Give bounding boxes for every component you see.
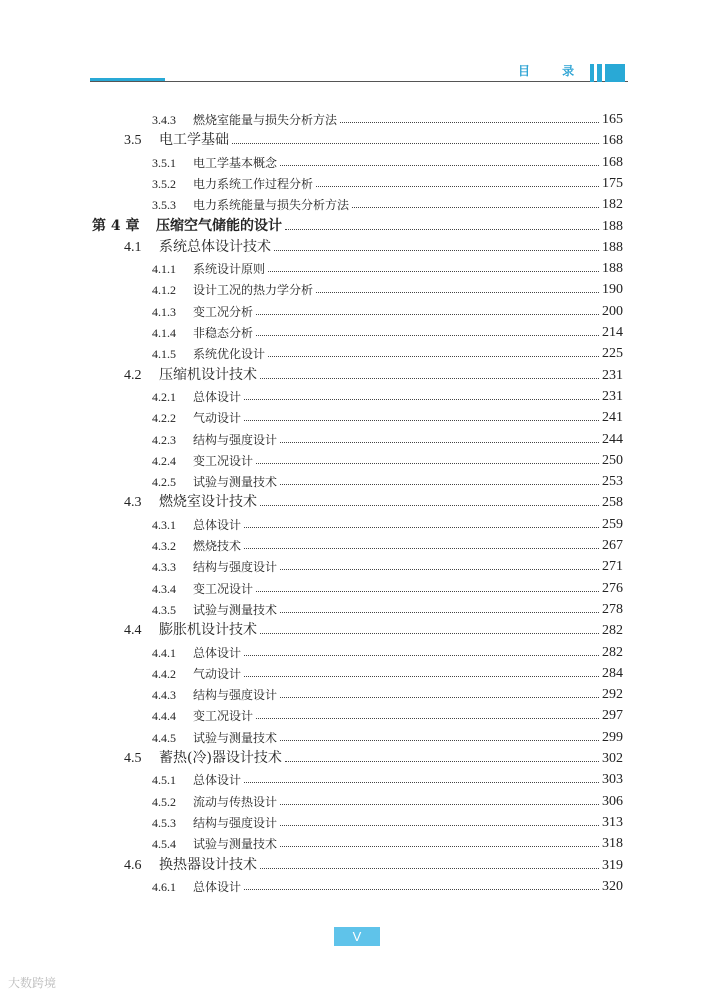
dot-leader <box>280 165 599 166</box>
toc-entry <box>152 172 623 192</box>
toc-entry <box>152 470 623 490</box>
watermark: 大数跨境 <box>8 976 57 990</box>
toc-entry-number: 4.3.1 <box>152 517 176 532</box>
toc-entry-title: 蓄热(冷)器设计技术 <box>159 750 282 766</box>
toc-entry-number: 4.4.4 <box>152 709 176 724</box>
toc-entry-number: 4.1.2 <box>152 283 176 298</box>
toc-entry <box>152 832 623 852</box>
dot-leader <box>256 591 599 592</box>
dot-leader <box>256 335 599 336</box>
toc-entry-page: 190 <box>602 282 623 298</box>
toc-entry <box>152 321 623 341</box>
toc-entry-page: 318 <box>602 836 623 852</box>
toc-entry-title: 试验与测量技术 <box>193 837 278 852</box>
toc-entry-number: 4.6.1 <box>152 879 176 894</box>
toc-entry-page: 284 <box>602 665 623 681</box>
toc-entry-number: 4.5.2 <box>152 794 176 809</box>
toc-entry-page: 282 <box>602 623 623 639</box>
dot-leader <box>268 271 599 272</box>
toc-entry-number: 3.4.3 <box>152 113 176 127</box>
toc-entry-number: 4.3.5 <box>152 602 176 617</box>
dot-leader <box>260 868 599 869</box>
toc-entry <box>92 215 623 235</box>
toc-entry-title: 燃烧室设计技术 <box>159 494 257 511</box>
toc-entry-number: 4.2 <box>124 367 142 383</box>
toc-entry <box>152 790 623 810</box>
dot-leader <box>280 697 599 698</box>
toc-entry-title: 气动设计 <box>193 666 242 681</box>
dot-leader <box>280 804 599 805</box>
toc-entry-title: 总体设计 <box>193 645 242 660</box>
toc-entry-number: 第 4 章 <box>92 217 140 234</box>
toc-entry-page: 214 <box>602 325 623 340</box>
toc-entry-number: 4.4 <box>124 623 142 639</box>
toc-entry-number: 4.5.3 <box>152 815 176 830</box>
dot-leader <box>280 442 599 443</box>
dot-leader <box>232 143 599 144</box>
toc-entry-number: 4.5.1 <box>152 773 176 788</box>
toc-entry <box>152 193 623 213</box>
toc-entry-title: 换热器设计技术 <box>159 856 257 873</box>
toc-entry <box>152 406 623 426</box>
toc-entry-number: 3.5.2 <box>152 176 176 191</box>
dot-leader <box>280 846 599 847</box>
toc-entry-number: 4.2.2 <box>152 411 176 426</box>
toc-entry <box>152 342 623 362</box>
dot-leader <box>244 527 599 528</box>
toc-entry-title: 压缩空气储能的设计 <box>156 217 282 234</box>
toc-entry-number: 4.2.3 <box>152 432 176 447</box>
dot-leader <box>260 378 599 379</box>
running-header-title: 目 录 <box>518 64 589 78</box>
dot-leader <box>244 782 599 783</box>
toc-entry <box>124 364 623 384</box>
dot-leader <box>244 655 599 656</box>
toc-entry-title: 膨胀机设计技术 <box>159 622 257 639</box>
toc-entry-title: 系统优化设计 <box>193 347 266 362</box>
toc-entry-title: 电力系统能量与损失分析方法 <box>193 198 350 213</box>
toc-entry <box>152 811 623 831</box>
dot-leader <box>285 761 599 762</box>
toc-entry-number: 4.3 <box>124 495 142 511</box>
toc-entry-title: 电力系统工作过程分析 <box>193 176 314 191</box>
toc-entry-page: 320 <box>602 878 623 894</box>
toc-entry-page: 165 <box>602 112 623 127</box>
toc-entry-title: 电工学基础 <box>159 132 229 149</box>
dot-leader <box>244 420 599 421</box>
toc-entry-page: 188 <box>602 218 623 234</box>
toc-entry <box>152 555 623 575</box>
toc-entry-title: 燃烧室能量与损失分析方法 <box>193 113 338 127</box>
dot-leader <box>260 505 599 506</box>
toc-entry <box>124 747 623 767</box>
toc-entry-number: 4.1.1 <box>152 262 176 277</box>
toc-entry-title: 结构与强度设计 <box>193 560 278 575</box>
toc-entry-number: 3.5 <box>124 133 142 149</box>
toc-entry-title: 变工况分析 <box>193 304 254 319</box>
toc-entry-number: 4.6 <box>124 857 142 873</box>
dot-leader <box>244 676 599 677</box>
dot-leader <box>280 740 599 741</box>
toc-entry-page: 313 <box>602 814 623 830</box>
toc-entry-number: 3.5.1 <box>152 155 176 170</box>
toc-entry-number: 4.4.1 <box>152 645 176 660</box>
dot-leader <box>268 356 599 357</box>
toc-entry-page: 259 <box>602 516 623 532</box>
toc-entry-page: 231 <box>602 367 623 383</box>
dot-leader <box>316 292 599 293</box>
toc-entry-title: 总体设计 <box>193 517 242 532</box>
toc-entry-page: 200 <box>602 303 623 319</box>
toc-entry-number: 4.1.4 <box>152 326 176 340</box>
toc-entry <box>152 449 623 469</box>
dot-leader <box>280 484 599 485</box>
toc-entry-number: 4.1.3 <box>152 304 176 319</box>
toc-entry <box>152 108 623 128</box>
toc-entry-title: 压缩机设计技术 <box>159 366 257 383</box>
toc-entry-page: 297 <box>602 708 623 724</box>
page-number-badge: V <box>334 927 380 946</box>
toc-entry-title: 系统总体设计技术 <box>159 238 271 255</box>
dot-leader <box>340 122 599 123</box>
toc-entry-title: 试验与测量技术 <box>193 602 278 617</box>
toc-entry-page: 188 <box>602 261 623 277</box>
toc-entry <box>152 300 623 320</box>
toc-entry-number: 4.4.2 <box>152 666 176 681</box>
toc-entry-number: 4.3.3 <box>152 560 176 575</box>
toc-entry-number: 4.2.5 <box>152 475 176 490</box>
toc-entry-page: 244 <box>602 431 623 447</box>
toc-entry-number: 4.1.5 <box>152 347 176 362</box>
toc-entry-number: 4.3.2 <box>152 539 176 553</box>
toc-entry <box>152 598 623 618</box>
toc-entry-title: 结构与强度设计 <box>193 688 278 703</box>
dot-leader <box>256 718 599 719</box>
toc-entry-page: 241 <box>602 410 623 426</box>
toc-entry <box>152 534 623 554</box>
toc-entry <box>152 641 623 661</box>
toc-entry-title: 设计工况的热力学分析 <box>193 283 314 298</box>
toc-entry-page: 225 <box>602 346 623 362</box>
toc-entry <box>152 704 623 724</box>
toc-entry-page: 292 <box>602 687 623 703</box>
toc-entry <box>124 854 623 874</box>
toc-entry-page: 302 <box>602 751 623 766</box>
toc-entry-page: 182 <box>602 197 623 213</box>
dot-leader <box>244 889 599 890</box>
toc-entry <box>152 726 623 746</box>
toc-entry-title: 总体设计 <box>193 773 242 788</box>
toc-entry <box>124 129 623 149</box>
toc-entry-number: 4.5.4 <box>152 837 176 852</box>
toc-entry-number: 4.3.4 <box>152 581 176 596</box>
toc-entry-page: 282 <box>602 644 623 660</box>
toc-entry-page: 253 <box>602 474 623 490</box>
toc-entry-page: 250 <box>602 452 623 468</box>
toc-entry <box>152 683 623 703</box>
toc-entry-title: 总体设计 <box>193 389 242 404</box>
toc-entry-page: 168 <box>602 133 623 149</box>
toc-entry-title: 总体设计 <box>193 879 242 894</box>
dot-leader <box>280 825 599 826</box>
toc-entry-title: 试验与测量技术 <box>193 475 278 490</box>
toc-entry-page: 258 <box>602 495 623 511</box>
toc-entry-title: 电工学基本概念 <box>193 155 278 170</box>
toc-entry-page: 303 <box>602 772 623 788</box>
toc-entry <box>152 428 623 448</box>
dot-leader <box>280 612 599 613</box>
toc-entry-title: 结构与强度设计 <box>193 432 278 447</box>
toc-entry-title: 试验与测量技术 <box>193 730 278 745</box>
toc-entry-page: 175 <box>602 175 623 191</box>
toc-entry-page: 278 <box>602 601 623 617</box>
toc-entry-page: 188 <box>602 239 623 255</box>
toc-entry <box>124 619 623 639</box>
toc-entry-title: 流动与传热设计 <box>193 794 278 809</box>
header-rule <box>90 81 628 82</box>
dot-leader <box>316 186 599 187</box>
toc-entry-number: 4.4.3 <box>152 688 176 703</box>
toc-entry-page: 231 <box>602 388 623 404</box>
toc-entry-title: 结构与强度设计 <box>193 815 278 830</box>
toc-entry <box>152 875 623 895</box>
toc-entry-number: 4.2.1 <box>152 389 176 404</box>
toc-entry-title: 气动设计 <box>193 411 242 426</box>
toc-entry <box>124 491 623 511</box>
toc-entry <box>124 236 623 256</box>
toc-entry-number: 4.5 <box>124 751 142 766</box>
dot-leader <box>274 250 599 251</box>
toc-entry-page: 276 <box>602 580 623 596</box>
toc-entry <box>152 385 623 405</box>
dot-leader <box>352 207 599 208</box>
toc-entry-page: 168 <box>602 154 623 170</box>
toc-entry <box>152 278 623 298</box>
toc-entry-title: 变工况设计 <box>193 581 254 596</box>
dot-leader <box>285 229 599 230</box>
toc-entry-title: 非稳态分析 <box>193 326 254 340</box>
toc-entry-page: 299 <box>602 729 623 745</box>
toc-entry-number: 3.5.3 <box>152 198 176 213</box>
dot-leader <box>256 314 599 315</box>
dot-leader <box>280 569 599 570</box>
toc-entry <box>152 513 623 533</box>
toc-entry-page: 271 <box>602 559 623 575</box>
dot-leader <box>244 548 599 549</box>
toc-entry-title: 系统设计原则 <box>193 262 266 277</box>
toc-entry-page: 306 <box>602 793 623 809</box>
toc-entry-page: 267 <box>602 538 623 553</box>
toc-entry-number: 4.2.4 <box>152 453 176 468</box>
toc-entry <box>152 151 623 171</box>
dot-leader <box>260 633 599 634</box>
toc-entry-title: 燃烧技术 <box>193 539 242 553</box>
toc-entry <box>152 257 623 277</box>
toc-entry <box>152 577 623 597</box>
toc-entry-page: 319 <box>602 857 623 873</box>
toc-entry-title: 变工况设计 <box>193 453 254 468</box>
toc-entry-number: 4.1 <box>124 239 142 255</box>
toc-entry <box>152 662 623 682</box>
toc-entry-number: 4.4.5 <box>152 730 176 745</box>
toc-entry <box>152 768 623 788</box>
toc-entry-title: 变工况设计 <box>193 709 254 724</box>
dot-leader <box>256 463 599 464</box>
dot-leader <box>244 399 599 400</box>
